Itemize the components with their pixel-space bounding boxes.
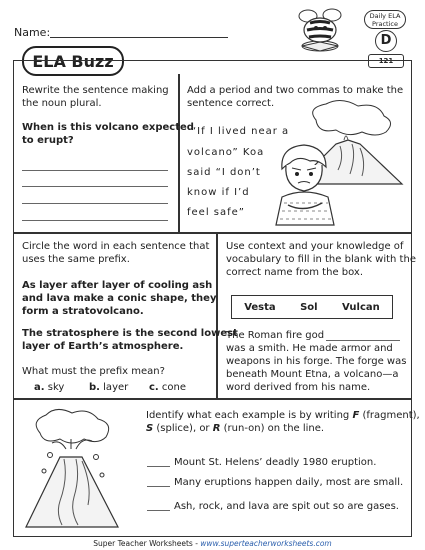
fill-blank[interactable] [326, 340, 400, 341]
option-b[interactable]: b. layer [89, 382, 129, 393]
badge-letter: D [375, 30, 397, 52]
footer: Super Teacher Worksheets - www.superteacherworksheets.com [93, 539, 332, 548]
context-paragraph-start: The Roman fire god [226, 330, 325, 341]
punctuation-line[interactable]: feel safe” [187, 207, 245, 218]
answer-line[interactable] [22, 170, 168, 171]
prefix-question: What must the prefix mean? [22, 366, 165, 377]
erupting-volcano-icon [22, 405, 122, 531]
footer-link[interactable]: www.superteacherworksheets.com [200, 539, 332, 548]
badge-number: 121 [368, 54, 404, 68]
punctuation-line[interactable]: volcano” Koa [187, 147, 265, 158]
fragments-instruction: Identify what each example is by writing F (fragment), S (splice), or R (run-on) on the line. [146, 410, 420, 434]
answer-line[interactable] [22, 220, 168, 221]
name-label: Name: [14, 26, 51, 39]
punctuation-line[interactable]: “If I lived near a [191, 126, 290, 137]
option-c[interactable]: c. cone [149, 382, 187, 393]
answer-blank[interactable] [147, 466, 170, 467]
badge-label: Daily ELA Practice [364, 10, 406, 29]
answer-blank[interactable] [147, 510, 170, 511]
context-instruction: Use context and your knowledge of vocabulary to fill in the blank with the correct name from the box. [226, 241, 416, 278]
prefix-sentence[interactable]: As layer after layer of cooling ash and lava make a conic shape, they form a stratovolcano. [22, 280, 217, 317]
divider [13, 398, 412, 400]
punctuation-line[interactable]: know if I’d [187, 187, 250, 198]
divider [178, 74, 180, 232]
word-bank-item: Vulcan [342, 301, 380, 313]
punctuation-instruction: Add a period and two commas to make the sentence correct. [187, 85, 404, 109]
fragment-item: Ash, rock, and lava are spit out so are gases. [174, 501, 399, 512]
prefix-instruction: Circle the word in each sentence that uses the same prefix. [22, 241, 210, 265]
worried-boy-icon [268, 141, 342, 227]
page-title: ELA Buzz [22, 46, 124, 76]
fragment-item: Mount St. Helens’ deadly 1980 eruption. [174, 457, 377, 468]
fragment-item: Many eruptions happen daily, most are small. [174, 477, 404, 488]
answer-line[interactable] [22, 186, 168, 187]
plural-instruction: Rewrite the sentence making the noun plural. [22, 85, 169, 109]
divider [13, 232, 412, 234]
prefix-sentence[interactable]: The stratosphere is the second lowest layer of Earth’s atmosphere. [22, 328, 238, 352]
plural-sentence: When is this volcano expected to erupt? [22, 122, 194, 146]
context-paragraph: was a smith. He made armor and weapons in his forge. The forge was beneath Mount Etna, a volcano—a word derived from his name. [226, 343, 407, 393]
word-bank [231, 295, 393, 319]
answer-blank[interactable] [147, 486, 170, 487]
option-a[interactable]: a. sky [34, 382, 65, 393]
punctuation-line[interactable]: said “I don’t [187, 167, 261, 178]
name-line[interactable] [50, 37, 228, 38]
word-bank-item: Sol [300, 301, 318, 313]
word-bank-item: Vesta [244, 301, 276, 313]
answer-line[interactable] [22, 203, 168, 204]
bee-icon [288, 6, 356, 56]
daily-practice-badge [364, 10, 408, 66]
